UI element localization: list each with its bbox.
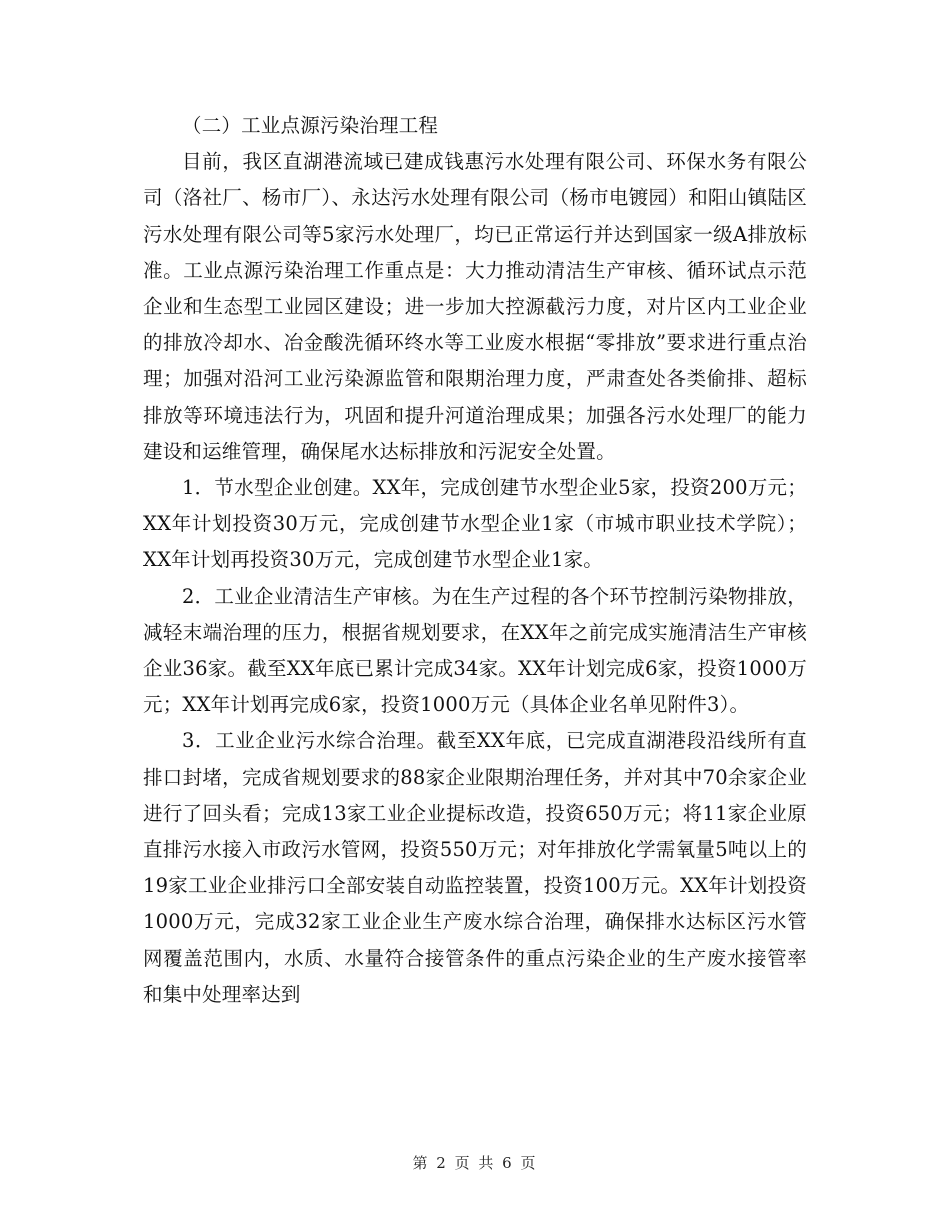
paragraph-item-2: 2．工业企业清洁生产审核。为在生产过程的各个环节控制污染物排放，减轻末端治理的压力，根据省规划要求，在XX年之前完成实施清洁生产审核企业36家。截至XX年底已累计完成34家。XX年计划完成6家，投资1000万元；XX年计划再完成6家，投资1000万元（具体企业名单见附件3）。 xyxy=(143,584,807,717)
section-heading: （二）工业点源污染治理工程 xyxy=(182,114,439,137)
document-body xyxy=(143,108,807,1013)
paragraph-intro: 目前，我区直湖港流域已建成钱惠污水处理有限公司、环保水务有限公司（洛社厂、杨市厂）、永达污水处理有限公司（杨市电镀园）和阳山镇陆区污水处理有限公司等5家污水处理厂，均已正常运行并达到国家一级A排放标准。工业点源污染治理工作重点是：大力推动清洁生产审核、循环试点示范企业和生态型工业园区建设；进一步加大控源截污力度，对片区内工业企业的排放冷却水、冶金酸洗循环终水等工业废水根据“零排放”要求进行重点治理；加强对沿河工业污染源监管和限期治理力度，严肃查处各类偷排、超标排放等环境违法行为，巩固和提升河道治理成果；加强各污水处理厂的能力建设和运维管理，确保尾水达标排放和污泥安全处置。 xyxy=(143,150,807,463)
paragraph-item-3: 3．工业企业污水综合治理。截至XX年底，已完成直湖港段沿线所有直排口封堵，完成省规划要求的88家企业限期治理任务，并对其中70余家企业进行了回头看；完成13家工业企业提标改造，投资650万元；将11家企业原直排污水接入市政污水管网，投资550万元；对年排放化学需氧量5吨以上的19家工业企业排污口全部安装自动监控装置，投资100万元。XX年计划投资1000万元，完成32家工业企业生产废水综合治理，确保排水达标区污水管网覆盖范围内，水质、水量符合接管条件的重点污染企业的生产废水接管率和集中处理率达到 xyxy=(143,729,807,1006)
paragraph-item-1: 1．节水型企业创建。XX年，完成创建节水型企业5家，投资200万元；XX年计划投资30万元，完成创建节水型企业1家（市城市职业技术学院）；XX年计划再投资30万元，完成创建节水型企业1家。 xyxy=(143,476,807,572)
page-number-footer: 第 2 页 共 6 页 xyxy=(412,1154,538,1172)
